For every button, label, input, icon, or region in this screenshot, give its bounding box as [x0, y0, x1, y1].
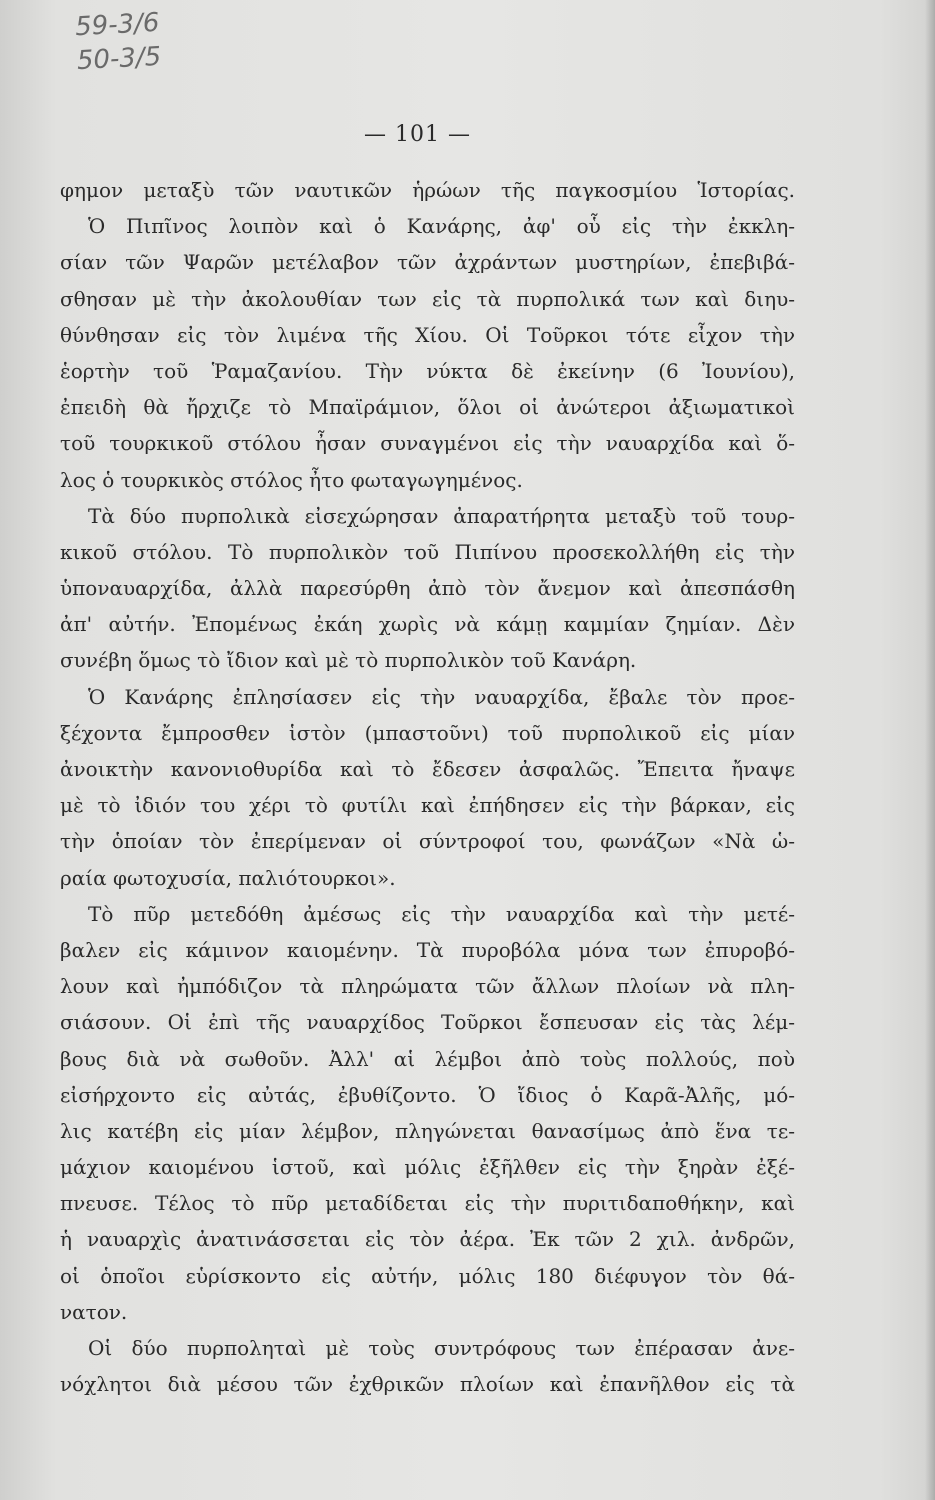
- text-line: λος ὁ τουρκικὸς στόλος ἦτο φωταγωγημένος.: [60, 467, 523, 492]
- text-line: ραία φωτοχυσία, παλιότουρκοι».: [60, 865, 396, 890]
- shelfmark-line-1: 59-3/6: [74, 7, 161, 43]
- text-line: τοῦ τουρκικοῦ στόλου ἦσαν συναγμένοι εἰς τὴν ναυαρχίδα καὶ ὅ-: [60, 431, 795, 456]
- text-line: συνέβη ὅμως τὸ ἴδιον καὶ μὲ τὸ πυρπολικὸν τοῦ Κανάρη.: [60, 648, 637, 673]
- text-line: πνευσε. Τέλος τὸ πῦρ μεταδίδεται εἰς τὴν πυριτιδαποθήκην, καὶ: [60, 1191, 795, 1216]
- text-line: σθησαν μὲ τὴν ἀκολουθίαν των εἰς τὰ πυρπολικά των καὶ διηυ-: [60, 286, 795, 311]
- text-line: Ὁ Πιπῖνος λοιπὸν καὶ ὁ Κανάρης, ἀφ' οὗ εἰς τὴν ἐκκλη-: [88, 214, 795, 239]
- text-line: βαλεν εἰς κάμινον καιομένην. Τὰ πυροβόλα μόνα των ἐπυροβό-: [60, 937, 795, 962]
- text-line: σιάσουν. Οἱ ἐπὶ τῆς ναυαρχίδος Τοῦρκοι ἔσπευσαν εἰς τὰς λέμ-: [60, 1010, 795, 1035]
- page-fold-shadow: [925, 0, 935, 1500]
- text-line: ἑορτὴν τοῦ Ῥαμαζανίου. Τὴν νύκτα δὲ ἐκείνην (6 Ἰουνίου),: [60, 358, 795, 383]
- text-line: Ὁ Κανάρης ἐπλησίασεν εἰς τὴν ναυαρχίδα, ἔβαλε τὸν προε-: [88, 684, 795, 709]
- text-line: εἰσήρχοντο εἰς αὐτάς, ἐβυθίζοντο. Ὁ ἴδιος ὁ Καρᾶ-Ἀλῆς, μό-: [60, 1082, 795, 1107]
- text-line: κικοῦ στόλου. Τὸ πυρπολικὸν τοῦ Πιπίνου προσεκολλήθη εἰς τὴν: [60, 539, 795, 564]
- shelfmark-line-2: 50-3/5: [76, 41, 162, 77]
- text-line: νατον.: [60, 1299, 128, 1324]
- text-line: μὲ τὸ ἰδιόν του χέρι τὸ φυτίλι καὶ ἐπήδησεν εἰς τὴν βάρκαν, εἰς: [60, 793, 795, 818]
- text-line: Τὸ πῦρ μετεδόθη ἀμέσως εἰς τὴν ναυαρχίδα καὶ τὴν μετέ-: [88, 901, 795, 926]
- text-line: ἀνοικτὴν κανονιοθυρίδα καὶ τὸ ἔδεσεν ἀσφαλῶς. Ἔπειτα ἤναψε: [60, 757, 795, 781]
- text-line: τὴν ὁποίαν τὸν ἐπερίμεναν οἱ σύντροφοί του, φωνάζων «Νὰ ὡ-: [60, 829, 795, 854]
- text-line: Τὰ δύο πυρπολικὰ εἰσεχώρησαν ἀπαρατήρητα μεταξὺ τοῦ τουρ-: [88, 503, 795, 528]
- text-line: ἐπειδὴ θὰ ἤρχιζε τὸ Μπαϊράμιον, ὅλοι οἱ ἀνώτεροι ἀξιωματικοὶ: [60, 395, 795, 420]
- text-line: θύνθησαν εἰς τὸν λιμένα τῆς Χίου. Οἱ Τοῦρκοι τότε εἶχον τὴν: [60, 322, 795, 347]
- body-text: [60, 172, 795, 1402]
- text-line: οἱ ὁποῖοι εὑρίσκοντο εἰς αὐτήν, μόλις 180 διέφυγον τὸν θά-: [60, 1263, 795, 1288]
- text-line: φημον μεταξὺ τῶν ναυτικῶν ἡρώων τῆς παγκοσμίου Ἱστορίας.: [60, 178, 795, 202]
- text-line: ἀπ' αὐτήν. Ἐπομένως ἐκάη χωρὶς νὰ κάμῃ καμμίαν ζημίαν. Δὲν: [60, 612, 795, 637]
- text-line: ξέχοντα ἔμπροσθεν ἱστὸν (μπαστοῦνι) τοῦ πυρπολικοῦ εἰς μίαν: [60, 720, 795, 745]
- text-line: ὑποναυαρχίδα, ἀλλὰ παρεσύρθη ἀπὸ τὸν ἄνεμον καὶ ἀπεσπάσθη: [60, 576, 795, 601]
- text-line: μάχιον καιομένου ἱστοῦ, καὶ μόλις ἐξῆλθεν εἰς τὴν ξηρὰν ἐξέ-: [60, 1155, 795, 1180]
- text-line: ἡ ναυαρχὶς ἀνατινάσσεται εἰς τὸν ἀέρα. Ἐκ τῶν 2 χιλ. ἀνδρῶν,: [60, 1227, 795, 1252]
- text-line: λις κατέβη εἰς μίαν λέμβον, πληγώνεται θανασίμως ἀπὸ ἕνα τε-: [60, 1118, 795, 1143]
- text-line: νόχλητοι διὰ μέσου τῶν ἐχθρικῶν πλοίων καὶ ἐπανῆλθον εἰς τὰ: [60, 1372, 795, 1397]
- text-line: σίαν τῶν Ψαρῶν μετέλαβον τῶν ἀχράντων μυστηρίων, ἐπεβιβά-: [60, 250, 795, 275]
- text-line: βους διὰ νὰ σωθοῦν. Ἀλλ' αἱ λέμβοι ἀπὸ τοὺς πολλούς, ποὺ: [60, 1046, 795, 1071]
- text-line: λουν καὶ ἠμπόδιζον τὰ πληρώματα τῶν ἄλλων πλοίων νὰ πλη-: [60, 974, 795, 999]
- text-line: Οἱ δύο πυρποληταὶ μὲ τοὺς συντρόφους των ἐπέρασαν ἀνε-: [88, 1336, 795, 1360]
- page-number: — 101 —: [364, 122, 471, 147]
- handwritten-shelfmark: [74, 6, 162, 78]
